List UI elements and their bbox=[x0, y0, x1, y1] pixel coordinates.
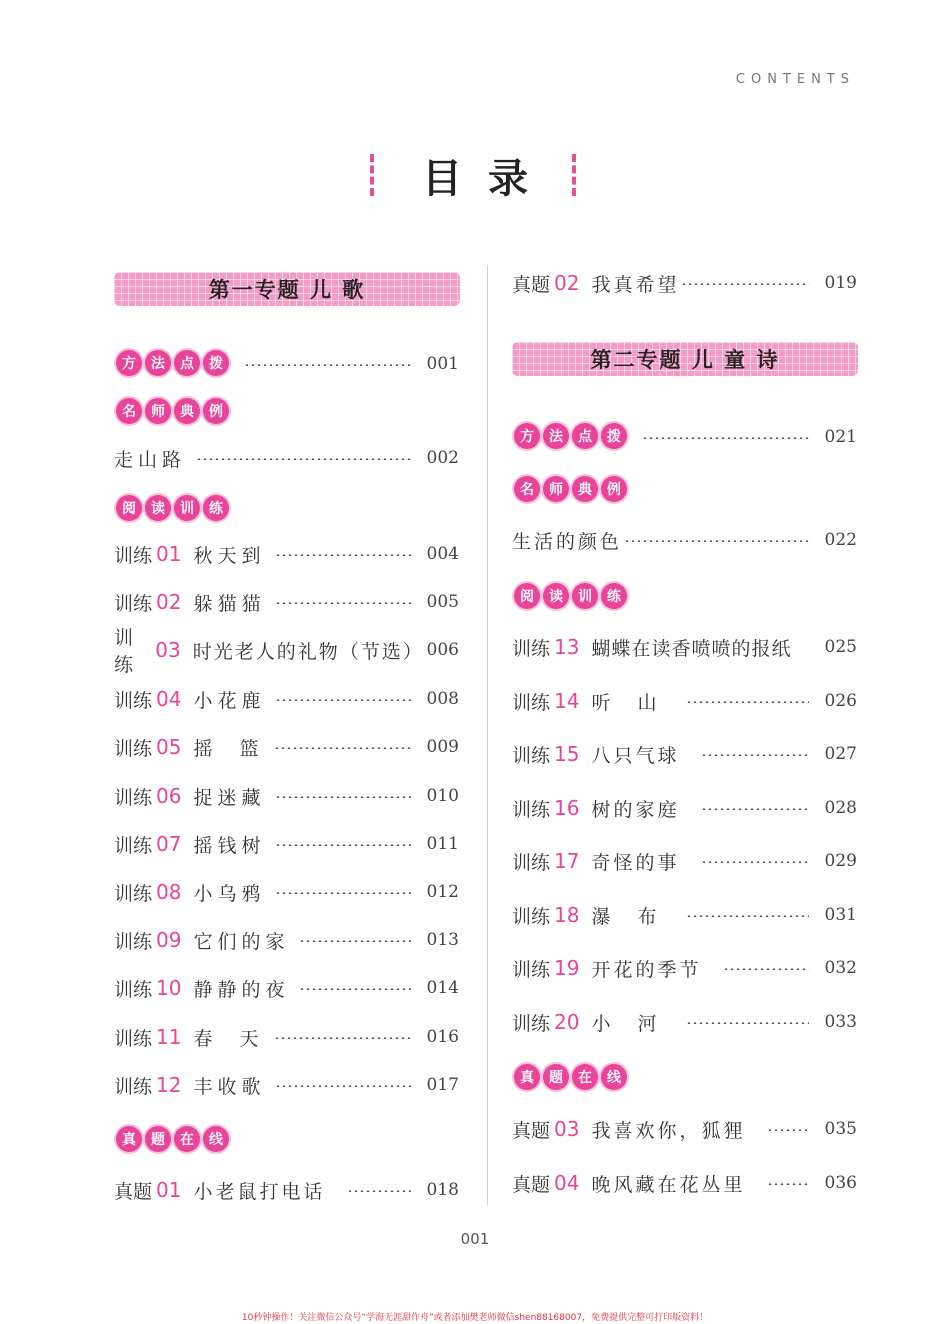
badge-char: 练 bbox=[203, 495, 229, 521]
entry-prefix: 训练 bbox=[114, 882, 153, 905]
entry-number: 11 bbox=[156, 1025, 182, 1049]
section-header-1: 第一专题 儿 歌 bbox=[114, 272, 460, 306]
entry-prefix: 训练 bbox=[114, 978, 153, 1001]
toc-entry-method[interactable] bbox=[234, 349, 459, 379]
entry-number: 09 bbox=[156, 928, 182, 952]
leader-dots bbox=[624, 540, 809, 542]
page-number: 022 bbox=[824, 530, 857, 550]
entry-number: 06 bbox=[156, 784, 182, 808]
toc-entry-example[interactable] bbox=[114, 443, 459, 473]
page-number: 012 bbox=[426, 882, 459, 902]
badge-char: 拨 bbox=[203, 350, 229, 376]
badge-char: 真 bbox=[514, 1064, 540, 1090]
entry-prefix: 真题 bbox=[512, 1119, 551, 1142]
leader-dots bbox=[686, 1022, 809, 1024]
badge-char: 名 bbox=[116, 398, 142, 424]
entry-prefix: 训练 bbox=[114, 627, 134, 676]
page-footer-number: 001 bbox=[460, 1230, 490, 1248]
badge-char: 点 bbox=[572, 423, 598, 449]
entry-title: 蝴蝶在读香喷喷的报纸 bbox=[591, 637, 792, 660]
entry-title: 捉迷藏 bbox=[193, 786, 266, 809]
badge-online bbox=[116, 1126, 229, 1152]
entry-number: 01 bbox=[156, 1178, 182, 1202]
toc-entry-training[interactable] bbox=[114, 829, 459, 859]
entry-number: 07 bbox=[156, 832, 182, 856]
badge-char: 训 bbox=[572, 583, 598, 609]
badge-char: 方 bbox=[514, 423, 540, 449]
badge-reading bbox=[514, 583, 627, 609]
entry-title: 秋天到 bbox=[193, 544, 266, 567]
leader-dots bbox=[196, 458, 411, 460]
page-number: 010 bbox=[426, 786, 459, 806]
entry-title: 小 河 bbox=[591, 1012, 662, 1035]
title-bar-right bbox=[572, 154, 580, 196]
page-number: 002 bbox=[426, 448, 459, 468]
leader-dots bbox=[701, 808, 809, 810]
entry-number: 04 bbox=[156, 687, 182, 711]
toc-entry-training[interactable] bbox=[114, 539, 459, 569]
badge-char: 拨 bbox=[601, 423, 627, 449]
leader-dots bbox=[701, 754, 809, 756]
entry-prefix: 训练 bbox=[114, 930, 153, 953]
entry-number: 19 bbox=[554, 956, 580, 980]
entry-number: 15 bbox=[554, 742, 580, 766]
contents-label: CONTENTS bbox=[735, 72, 855, 87]
entry-title: 它们的家 bbox=[193, 930, 290, 953]
entry-title: 我真希望 bbox=[591, 273, 680, 296]
entry-title: 摇 篮 bbox=[193, 737, 264, 760]
toc-entry-training[interactable] bbox=[512, 953, 857, 983]
badge-reading bbox=[116, 495, 229, 521]
leader-dots bbox=[274, 747, 411, 749]
badge-example bbox=[116, 398, 229, 424]
leader-dots bbox=[275, 699, 411, 701]
badge-char: 题 bbox=[145, 1126, 171, 1152]
badge-char: 点 bbox=[174, 350, 200, 376]
toc-entry-training[interactable] bbox=[114, 877, 459, 907]
leader-dots bbox=[686, 915, 809, 917]
leader-dots bbox=[642, 437, 809, 439]
badge-char: 练 bbox=[601, 583, 627, 609]
entry-title: 丰收歌 bbox=[193, 1075, 266, 1098]
toc-entry-training[interactable] bbox=[114, 1070, 459, 1100]
entry-number: 02 bbox=[156, 590, 182, 614]
entry-title: 听 山 bbox=[591, 691, 662, 714]
badge-char: 线 bbox=[203, 1126, 229, 1152]
page-number: 028 bbox=[824, 798, 857, 818]
page-number: 016 bbox=[426, 1027, 459, 1047]
toc-entry-real[interactable] bbox=[512, 268, 857, 298]
leader-dots bbox=[299, 988, 411, 990]
entry-number: 03 bbox=[155, 638, 181, 662]
toc-entry-training[interactable] bbox=[512, 793, 857, 823]
badge-char: 阅 bbox=[514, 583, 540, 609]
entry-title: 我喜欢你，狐狸 bbox=[591, 1119, 746, 1142]
page-number: 029 bbox=[824, 851, 857, 871]
leader-dots bbox=[275, 602, 411, 604]
toc-entry-real[interactable] bbox=[512, 1168, 857, 1198]
entry-prefix: 训练 bbox=[512, 798, 551, 821]
page-number: 009 bbox=[426, 737, 459, 757]
badge-char: 典 bbox=[572, 476, 598, 502]
footer-note: 10秒钟操作！关注微信公众号“学海无涯甜作舟”或者添加樊老师微信shen88168007，免费提供完整可打印版资料！ bbox=[241, 1313, 709, 1323]
entry-title: 奇怪的事 bbox=[591, 851, 680, 874]
entry-prefix: 训练 bbox=[512, 851, 551, 874]
entry-prefix: 训练 bbox=[114, 834, 153, 857]
badge-char: 题 bbox=[543, 1064, 569, 1090]
entry-prefix: 训练 bbox=[114, 786, 153, 809]
entry-title: 静静的夜 bbox=[193, 978, 290, 1001]
entry-number: 18 bbox=[554, 903, 580, 927]
leader-dots bbox=[701, 861, 809, 863]
leader-dots bbox=[347, 1190, 411, 1192]
toc-entry-training[interactable] bbox=[512, 739, 857, 769]
page-number: 036 bbox=[824, 1173, 857, 1193]
title-bar-left bbox=[370, 154, 378, 196]
leader-dots bbox=[275, 892, 411, 894]
entry-title: 生活的颜色 bbox=[512, 530, 623, 553]
page-number: 032 bbox=[824, 958, 857, 978]
entry-title: 八只气球 bbox=[591, 744, 680, 767]
entry-number: 04 bbox=[554, 1171, 580, 1195]
entry-prefix: 训练 bbox=[512, 905, 551, 928]
entry-title: 春 天 bbox=[193, 1027, 264, 1050]
entry-prefix: 真题 bbox=[512, 1173, 551, 1196]
leader-dots bbox=[275, 844, 411, 846]
entry-number: 02 bbox=[554, 271, 580, 295]
leader-dots bbox=[767, 1183, 809, 1185]
page-number: 035 bbox=[824, 1119, 857, 1139]
entry-prefix: 训练 bbox=[114, 1075, 153, 1098]
entry-prefix: 训练 bbox=[512, 637, 551, 660]
entry-prefix: 训练 bbox=[512, 958, 551, 981]
entry-title: 瀑 布 bbox=[591, 905, 662, 928]
badge-char: 例 bbox=[203, 398, 229, 424]
toc-entry-training[interactable] bbox=[114, 925, 459, 955]
entry-number: 14 bbox=[554, 689, 580, 713]
badge-online bbox=[514, 1064, 627, 1090]
entry-prefix: 训练 bbox=[512, 744, 551, 767]
entry-number: 20 bbox=[554, 1010, 580, 1034]
badge-char: 法 bbox=[543, 423, 569, 449]
badge-char: 线 bbox=[601, 1064, 627, 1090]
badge-char: 法 bbox=[145, 350, 171, 376]
leader-dots bbox=[275, 796, 411, 798]
entry-title: 躲猫猫 bbox=[193, 592, 266, 615]
leader-dots bbox=[299, 940, 411, 942]
badge-char: 读 bbox=[145, 495, 171, 521]
entry-number: 01 bbox=[156, 542, 182, 566]
entry-prefix: 真题 bbox=[512, 273, 551, 296]
page-number: 004 bbox=[426, 544, 459, 564]
badge-char: 例 bbox=[601, 476, 627, 502]
entry-title: 小老鼠打电话 bbox=[193, 1180, 326, 1203]
badge-char: 名 bbox=[514, 476, 540, 502]
toc-entry-real[interactable] bbox=[114, 1175, 459, 1205]
page-number: 014 bbox=[426, 978, 459, 998]
entry-number: 13 bbox=[554, 635, 580, 659]
badge-char: 训 bbox=[174, 495, 200, 521]
page-number: 031 bbox=[824, 905, 857, 925]
badge-char: 师 bbox=[543, 476, 569, 502]
toc-entry-training[interactable] bbox=[114, 781, 459, 811]
badge-example bbox=[514, 476, 627, 502]
entry-title: 开花的季节 bbox=[591, 958, 702, 981]
entry-number: 16 bbox=[554, 796, 580, 820]
section-header-2: 第二专题 儿 童 诗 bbox=[512, 342, 858, 376]
badge-char: 真 bbox=[116, 1126, 142, 1152]
toc-entry-training[interactable] bbox=[512, 846, 857, 876]
toc-entry-training[interactable] bbox=[114, 684, 459, 714]
toc-entry-training[interactable] bbox=[114, 587, 459, 617]
leader-dots bbox=[275, 1085, 411, 1087]
page-number: 011 bbox=[426, 834, 459, 854]
page-number: 001 bbox=[426, 354, 459, 374]
entry-prefix: 训练 bbox=[114, 689, 153, 712]
toc-entry-example[interactable] bbox=[512, 525, 857, 555]
leader-dots bbox=[686, 701, 809, 703]
badge-char: 读 bbox=[543, 583, 569, 609]
entry-number: 17 bbox=[554, 849, 580, 873]
badge-char: 在 bbox=[572, 1064, 598, 1090]
entry-prefix: 训练 bbox=[114, 737, 153, 760]
entry-title: 摇钱树 bbox=[193, 834, 266, 857]
page-number: 005 bbox=[426, 592, 459, 612]
entry-title: 小乌鸦 bbox=[193, 882, 266, 905]
toc-entry-training[interactable] bbox=[114, 627, 459, 676]
page-number: 027 bbox=[824, 744, 857, 764]
column-divider bbox=[487, 265, 488, 1205]
toc-entry-training[interactable] bbox=[114, 973, 459, 1003]
leader-dots bbox=[767, 1129, 809, 1131]
entry-prefix: 真题 bbox=[114, 1180, 153, 1203]
page-title: 目录 bbox=[422, 154, 554, 202]
badge-method bbox=[116, 350, 229, 376]
entry-number: 05 bbox=[156, 735, 182, 759]
page-number: 026 bbox=[824, 691, 857, 711]
page-number: 006 bbox=[426, 640, 459, 660]
entry-prefix: 训练 bbox=[114, 544, 153, 567]
toc-entry-training[interactable] bbox=[114, 732, 459, 762]
entry-prefix: 训练 bbox=[512, 1012, 551, 1035]
badge-char: 阅 bbox=[116, 495, 142, 521]
leader-dots bbox=[275, 554, 411, 556]
leader-dots bbox=[274, 1037, 411, 1039]
entry-number: 03 bbox=[554, 1117, 580, 1141]
entry-prefix: 训练 bbox=[114, 1027, 153, 1050]
toc-entry-training[interactable] bbox=[512, 900, 857, 930]
page-number: 025 bbox=[824, 637, 857, 657]
badge-char: 在 bbox=[174, 1126, 200, 1152]
badge-char: 师 bbox=[145, 398, 171, 424]
page-number: 033 bbox=[824, 1012, 857, 1032]
entry-title: 走山路 bbox=[114, 448, 187, 471]
badge-char: 典 bbox=[174, 398, 200, 424]
page-number: 018 bbox=[426, 1180, 459, 1200]
entry-number: 10 bbox=[156, 976, 182, 1000]
toc-entry-training[interactable] bbox=[114, 1022, 459, 1052]
toc-entry-training[interactable] bbox=[512, 686, 857, 716]
leader-dots bbox=[723, 968, 809, 970]
toc-entry-training[interactable] bbox=[512, 632, 857, 662]
page-number: 017 bbox=[426, 1075, 459, 1095]
page-number: 021 bbox=[824, 427, 857, 447]
badge-method bbox=[514, 423, 627, 449]
badge-char: 方 bbox=[116, 350, 142, 376]
entry-title: 小花鹿 bbox=[193, 689, 266, 712]
page-title-block bbox=[0, 150, 950, 200]
entry-prefix: 训练 bbox=[512, 691, 551, 714]
page-number: 019 bbox=[824, 273, 857, 293]
leader-dots bbox=[681, 283, 809, 285]
entry-number: 12 bbox=[156, 1073, 182, 1097]
leader-dots bbox=[244, 364, 411, 366]
entry-title: 晚风藏在花丛里 bbox=[591, 1173, 746, 1196]
entry-prefix: 训练 bbox=[114, 592, 153, 615]
toc-entry-method[interactable] bbox=[632, 422, 857, 452]
page-number: 013 bbox=[426, 930, 459, 950]
page-number: 008 bbox=[426, 689, 459, 709]
entry-title: 树的家庭 bbox=[591, 798, 680, 821]
entry-title: 时光老人的礼物（节选） bbox=[192, 640, 424, 663]
toc-entry-training[interactable] bbox=[512, 1007, 857, 1037]
entry-number: 08 bbox=[156, 880, 182, 904]
toc-entry-real[interactable] bbox=[512, 1114, 857, 1144]
